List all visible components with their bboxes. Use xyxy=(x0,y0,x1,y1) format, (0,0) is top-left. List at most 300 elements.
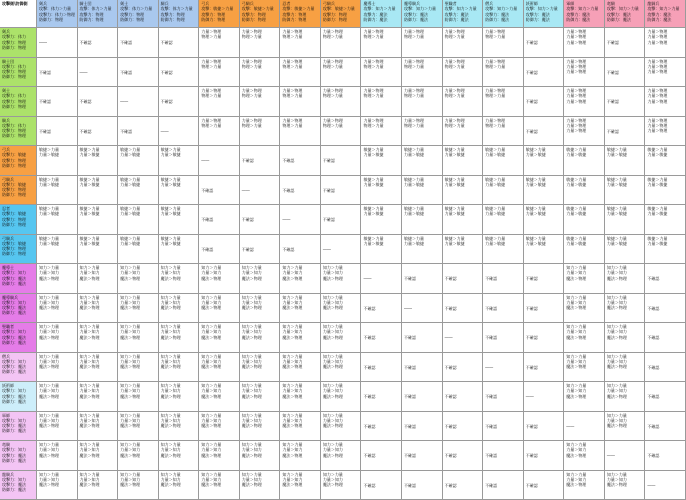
matchup-text: 力量＞知力 xyxy=(39,476,59,482)
matchup-text: 力量＞知力 xyxy=(282,270,303,276)
matchup-text: 力量＞知力 xyxy=(282,329,303,335)
matchup-cell xyxy=(564,117,605,147)
matchup-text: 知力＞力量 xyxy=(120,412,141,418)
matchup-text: 力量＞物理 xyxy=(322,117,343,123)
matchup-text: 力量＞物理 xyxy=(647,39,668,45)
matchup-cell xyxy=(78,353,119,383)
matchup-text: 力量＞敏捷 xyxy=(39,152,59,158)
matchup-text: 力量＞敏捷 xyxy=(39,240,59,246)
matchup-cell xyxy=(402,176,443,206)
matchup-text: 力量＞敏捷 xyxy=(39,181,59,187)
column-header-line: 防御力：魔法 xyxy=(606,16,631,22)
matchup-cell xyxy=(78,117,119,147)
matchup-text: 魔法＞物理 xyxy=(160,393,181,399)
matchup-cell xyxy=(280,471,321,500)
matchup-text: 力量＞知力 xyxy=(241,270,262,276)
matchup-cell xyxy=(37,412,78,442)
matchup-text: 敏捷＞力量 xyxy=(363,206,384,211)
column-header-line: 攻撃力：魔法 xyxy=(566,11,591,17)
matchup-text: 知力＞力量 xyxy=(79,324,100,329)
matchup-text: 物理＞力量 xyxy=(404,34,425,40)
matchup-cell xyxy=(159,471,200,500)
matchup-text: 力量＞敏捷 xyxy=(404,240,425,246)
matchup-cell xyxy=(645,146,686,176)
matchup-text: ―― xyxy=(322,246,331,252)
matchup-text: 力量＞知力 xyxy=(201,270,222,276)
matchup-text: 知力＞力量 xyxy=(322,353,343,359)
matchup-text: 敏捷＞力量 xyxy=(444,235,465,241)
matchup-text: 物理＞力量 xyxy=(322,34,343,40)
column-header-title: 魔導騎兵 xyxy=(404,1,421,6)
matchup-text: 不確認 xyxy=(525,40,538,46)
matchup-text: 不確認 xyxy=(79,99,92,105)
matchup-text: 力量＞物理 xyxy=(647,34,668,40)
matchup-cell xyxy=(199,323,240,353)
column-header-line: 攻撃力：魔法 xyxy=(485,11,510,17)
matchup-text: 知力＞力量 xyxy=(79,265,100,270)
matchup-text: 力量＞敏捷 xyxy=(160,211,181,217)
matchup-text: 魔法＞物理 xyxy=(566,305,587,311)
matchup-text: 力量＞敏捷 xyxy=(485,181,506,187)
matchup-cell xyxy=(524,117,565,147)
matchup-text: 力量＞知力 xyxy=(241,447,262,453)
matchup-text: 敏捷＞力量 xyxy=(120,206,141,211)
row-header-title: 騎兵 xyxy=(2,117,10,123)
matchup-cell xyxy=(483,264,524,294)
matchup-cell xyxy=(564,176,605,206)
matchup-cell xyxy=(605,471,646,500)
matchup-cell xyxy=(280,264,321,294)
matchup-text: 敏捷＞力量 xyxy=(566,147,587,152)
matchup-text: 力量＞物理 xyxy=(404,117,425,123)
column-header-title: 魔導士 xyxy=(363,1,376,6)
matchup-text: 魔法＞物理 xyxy=(39,305,59,311)
matchup-cell xyxy=(361,146,402,176)
matchup-text: 力量＞知力 xyxy=(606,388,627,394)
matchup-text: 力量＞知力 xyxy=(322,329,343,335)
matchup-text: 不確認 xyxy=(282,187,295,193)
matchup-text: 魔法＞物理 xyxy=(322,452,343,458)
column-header-line: 攻撃：知力＞力量 xyxy=(404,6,437,12)
matchup-text: 力量＞物理 xyxy=(282,29,303,34)
matchup-cell xyxy=(524,382,565,412)
matchup-text: 物理＞力量 xyxy=(322,93,343,99)
matchup-text: 知力＞力量 xyxy=(241,324,262,329)
column-header xyxy=(645,0,686,28)
matchup-text: 敏捷＞力量 xyxy=(485,235,506,241)
matchup-cell xyxy=(280,382,321,412)
matchup-cell xyxy=(37,235,78,265)
matchup-cell xyxy=(402,471,443,500)
matchup-cell xyxy=(645,176,686,206)
matchup-cell xyxy=(78,205,119,235)
matchup-text: 物理＞力量 xyxy=(201,34,222,40)
matchup-cell xyxy=(199,58,240,88)
matchup-text: 不確認 xyxy=(404,276,417,282)
matchup-text: 敏捷＞力量 xyxy=(606,206,627,211)
matchup-text: 力量＞敏捷 xyxy=(444,152,465,158)
matchup-text: 力量＞物理 xyxy=(566,122,587,128)
matchup-text: 力量＞知力 xyxy=(566,388,587,394)
matchup-text: 魔法＞物理 xyxy=(160,334,181,340)
matchup-text: 不確認 xyxy=(39,69,51,75)
matchup-text: 敏捷＞力量 xyxy=(404,176,425,182)
matchup-text: 力量＞敏捷 xyxy=(444,240,465,246)
column-header-line: 防御力：魔法 xyxy=(566,16,591,22)
matchup-text: 敏捷＞力量 xyxy=(525,235,546,241)
matchup-cell xyxy=(443,87,484,117)
matchup-text: 不確認 xyxy=(647,453,660,459)
matchup-cell xyxy=(402,58,443,88)
matchup-cell xyxy=(605,412,646,442)
row-header-line: 攻撃力：魔法 xyxy=(2,275,26,281)
matchup-text: 力量＞物理 xyxy=(241,117,262,123)
column-header-line: 防御力：物理 xyxy=(241,16,266,22)
matchup-text: 魔法＞物理 xyxy=(120,305,141,311)
matchup-text: 知力＞力量 xyxy=(160,353,181,359)
matchup-text: 知力＞力量 xyxy=(120,471,141,477)
row-header-line: 防御力：物理 xyxy=(2,74,26,80)
matchup-text: 魔法＞物理 xyxy=(241,423,262,429)
matchup-text: 知力＞力量 xyxy=(282,383,303,388)
matchup-text: 敏捷＞力量 xyxy=(39,176,59,182)
matchup-text: 力量＞敏捷 xyxy=(525,240,546,246)
matchup-text: 敏捷＞力量 xyxy=(444,176,465,182)
matchup-text: 不確認 xyxy=(647,305,660,311)
matchup-text: 不確認 xyxy=(282,158,295,164)
matchup-text: 力量＞知力 xyxy=(39,388,59,394)
matchup-text: 不確認 xyxy=(363,394,376,400)
matchup-text: 魔法＞物理 xyxy=(160,482,181,488)
matchup-cell xyxy=(524,441,565,471)
matchup-text: 不確認 xyxy=(120,69,133,75)
matchup-text: 魔法＞物理 xyxy=(241,275,262,281)
matchup-text: ―― xyxy=(606,453,615,459)
matchup-cell xyxy=(199,176,240,206)
matchup-text: 力量＞物理 xyxy=(566,69,587,75)
matchup-text: 力量＞物理 xyxy=(241,58,262,64)
matchup-cell xyxy=(645,294,686,324)
matchup-text: 不確認 xyxy=(444,305,457,311)
matchup-text: 不確認 xyxy=(404,364,417,370)
matchup-text: 力量＞知力 xyxy=(120,299,141,305)
matchup-text: 知力＞力量 xyxy=(201,265,222,270)
matchup-text: 力量＞物理 xyxy=(566,88,587,93)
matchup-cell xyxy=(361,117,402,147)
matchup-text: 知力＞力量 xyxy=(566,383,587,388)
matchup-text: 不確認 xyxy=(404,482,417,488)
column-header-line: 防御力：魔法 xyxy=(647,16,672,22)
matchup-text: 知力＞力量 xyxy=(322,265,343,270)
row-header-line: 攻撃力：魔法 xyxy=(2,452,26,458)
column-header-line: 防御力：物理 xyxy=(322,16,347,22)
matchup-cell xyxy=(605,146,646,176)
matchup-text: 知力＞力量 xyxy=(606,471,627,477)
column-header-title: 妖術師 xyxy=(525,1,538,6)
matchup-text: 力量＞敏捷 xyxy=(525,181,546,187)
matchup-text: 不確認 xyxy=(201,246,214,252)
matchup-cell xyxy=(524,28,565,58)
matchup-text: 知力＞力量 xyxy=(120,265,141,270)
matchup-text: 不確認 xyxy=(606,69,619,75)
matchup-text: 魔法＞物理 xyxy=(282,393,303,399)
matchup-text: 敏捷＞力量 xyxy=(404,206,425,211)
column-header-line: 攻撃力：魔法 xyxy=(606,11,631,17)
column-header xyxy=(564,0,605,28)
matchup-text: 力量＞物理 xyxy=(322,88,343,93)
column-header-line: 攻撃：体力＞力量 xyxy=(160,6,193,12)
column-header-line: 防御力：物理 xyxy=(160,16,185,22)
matchup-text: 魔法＞物理 xyxy=(241,305,262,311)
matchup-text: 力量＞物理 xyxy=(566,98,587,104)
matchup-text: 力量＞物理 xyxy=(282,58,303,64)
matchup-text: 魔法＞物理 xyxy=(606,393,627,399)
matchup-text: 不確認 xyxy=(525,69,538,75)
matchup-text: 魔法＞物理 xyxy=(201,452,222,458)
matchup-text: 力量＞物理 xyxy=(566,128,587,134)
matchup-cell xyxy=(443,323,484,353)
matchup-text: 魔法＞物理 xyxy=(282,482,303,488)
matchup-text: 魔法＞物理 xyxy=(160,423,181,429)
column-header-line: 防御力：魔法 xyxy=(363,16,388,22)
matchup-text: 知力＞力量 xyxy=(160,324,181,329)
matchup-cell xyxy=(645,412,686,442)
matchup-cell xyxy=(159,382,200,412)
matchup-text: 不確認 xyxy=(363,364,376,370)
matchup-text: 敏捷＞力量 xyxy=(363,147,384,152)
matchup-text: 力量＞知力 xyxy=(322,417,343,423)
column-header-line: 攻撃力：魔法 xyxy=(363,11,388,17)
row-header-line: 攻撃力：物理 xyxy=(2,128,26,134)
matchup-cell xyxy=(118,264,159,294)
matchup-text: 力量＞物理 xyxy=(647,69,668,75)
matchup-text: 知力＞力量 xyxy=(282,471,303,477)
matchup-text: 魔法＞物理 xyxy=(566,334,587,340)
matchup-text: 力量＞知力 xyxy=(322,299,343,305)
matchup-text: ―― xyxy=(363,276,372,282)
matchup-text: 魔法＞物理 xyxy=(566,393,587,399)
row-header-line: 攻撃力：知力 xyxy=(2,329,26,335)
matchup-text: 知力＞力量 xyxy=(282,353,303,359)
matchup-cell xyxy=(605,323,646,353)
matchup-text: 力量＞敏捷 xyxy=(160,152,181,158)
matchup-cell xyxy=(524,87,565,117)
column-header-line: 攻撃：体力＞力量 xyxy=(79,6,112,12)
matchup-text: 敏捷＞力量 xyxy=(120,235,141,241)
matchup-text: 魔法＞物理 xyxy=(79,393,100,399)
matchup-cell xyxy=(361,471,402,500)
matchup-text: 力量＞知力 xyxy=(201,447,222,453)
matchup-text: 力量＞敏捷 xyxy=(79,152,100,158)
matchup-text: 不確認 xyxy=(525,276,538,282)
row-header-title: 魔導騎兵 xyxy=(2,294,18,300)
matchup-cell xyxy=(37,146,78,176)
matchup-text: 力量＞知力 xyxy=(282,417,303,423)
matchup-text: 敏捷＞力量 xyxy=(566,206,587,211)
column-header-title: 弓兵 xyxy=(201,1,210,6)
row-header-line: 防御力：魔法 xyxy=(2,310,26,316)
row-header-line: 攻撃力：魔法 xyxy=(2,305,26,311)
matchup-text: 魔法＞物理 xyxy=(201,364,222,370)
matchup-cell xyxy=(78,235,119,265)
row-header-title: 龍騎兵 xyxy=(2,471,14,477)
column-header-line: 防御力：物理 xyxy=(282,16,307,22)
matchup-text: 知力＞力量 xyxy=(566,471,587,477)
matchup-text: 力量＞知力 xyxy=(120,270,141,276)
matchup-cell xyxy=(443,146,484,176)
matchup-text: 魔法＞物理 xyxy=(606,275,627,281)
matchup-text: 知力＞力量 xyxy=(566,294,587,300)
matchup-text: 知力＞力量 xyxy=(201,294,222,300)
matchup-text: 敏捷＞力量 xyxy=(485,176,506,182)
column-header xyxy=(361,0,402,28)
matchup-text: 魔法＞物理 xyxy=(282,364,303,370)
matchup-text: 力量＞知力 xyxy=(201,358,222,364)
matchup-cell xyxy=(240,146,281,176)
row-header-title: 弓騎兵 xyxy=(2,176,14,182)
matchup-cell xyxy=(483,235,524,265)
column-header-line: 攻撃：知力＞力量 xyxy=(566,6,599,12)
matchup-cell xyxy=(159,117,200,147)
matchup-text: 力量＞知力 xyxy=(160,476,181,482)
matchup-cell xyxy=(321,323,362,353)
column-header-line: 攻撃力：魔法 xyxy=(525,11,550,17)
matchup-text: 魔法＞物理 xyxy=(201,393,222,399)
matchup-text: 力量＞物理 xyxy=(241,88,262,93)
matchup-cell xyxy=(78,382,119,412)
matchup-cell xyxy=(483,412,524,442)
matchup-text: 力量＞知力 xyxy=(566,358,587,364)
column-header-title: 忍者 xyxy=(282,1,291,6)
matchup-text: 力量＞知力 xyxy=(322,358,343,364)
row-header-line: 攻撃力：物理 xyxy=(2,98,26,104)
matchup-cell xyxy=(564,264,605,294)
matchup-cell xyxy=(645,441,686,471)
matchup-text: 魔法＞物理 xyxy=(201,305,222,311)
matchup-text: 力量＞物理 xyxy=(566,117,587,123)
matchup-cell xyxy=(605,205,646,235)
matchup-text: 力量＞敏捷 xyxy=(485,152,506,158)
matchup-text: 魔法＞物理 xyxy=(566,482,587,488)
matchup-text: 力量＞物理 xyxy=(485,29,506,34)
matchup-text: 不確認 xyxy=(444,276,457,282)
matchup-text: 力量＞敏捷 xyxy=(566,240,587,246)
matchup-text: 魔法＞物理 xyxy=(606,482,627,488)
matchup-text: 魔法＞物理 xyxy=(566,364,587,370)
matchup-text: 力量＞敏捷 xyxy=(647,152,668,158)
matchup-text: 魔法＞物理 xyxy=(241,482,262,488)
matchup-cell xyxy=(199,353,240,383)
matchup-text: 知力＞力量 xyxy=(241,442,262,447)
column-header-line: 攻撃：知力＞力量 xyxy=(647,6,680,12)
row-header-line: 防御力：物理 xyxy=(2,133,26,139)
matchup-text: 力量＞敏捷 xyxy=(444,211,465,217)
column-header-line: 防御力：魔法 xyxy=(404,16,429,22)
matchup-text: 魔法＞物理 xyxy=(79,334,100,340)
matchup-text: 力量＞知力 xyxy=(39,329,59,335)
matchup-text: 不確認 xyxy=(363,423,376,429)
matchup-text: 力量＞知力 xyxy=(606,299,627,305)
row-header-line: 攻撃力：敏捷 xyxy=(2,181,26,187)
row-header xyxy=(0,264,37,294)
matchup-text: 魔法＞物理 xyxy=(322,482,343,488)
matchup-text: 魔法＞物理 xyxy=(39,452,59,458)
matchup-cell xyxy=(240,205,281,235)
matchup-text: 不確認 xyxy=(160,69,173,75)
matchup-text: 力量＞敏捷 xyxy=(160,181,181,187)
matchup-cell xyxy=(361,205,402,235)
matchup-cell xyxy=(199,87,240,117)
matchup-cell xyxy=(645,353,686,383)
column-header-title: 剣兵 xyxy=(39,1,47,6)
matchup-text: 不確認 xyxy=(39,99,51,105)
row-header-line: 防御力：物理 xyxy=(2,251,26,257)
matchup-cell xyxy=(37,87,78,117)
matchup-text: 知力＞力量 xyxy=(606,383,627,388)
matchup-text: 不確認 xyxy=(160,40,173,46)
matchup-cell xyxy=(564,205,605,235)
matchup-text: 不確認 xyxy=(647,364,660,370)
matchup-cell xyxy=(37,264,78,294)
matchup-text: 力量＞敏捷 xyxy=(79,240,100,246)
matchup-cell xyxy=(280,235,321,265)
row-header xyxy=(0,294,37,324)
matchup-text: 知力＞力量 xyxy=(160,383,181,388)
matchup-cell xyxy=(118,294,159,324)
row-header-line: 防御力：物理 xyxy=(2,221,26,227)
matchup-cell xyxy=(37,382,78,412)
matchup-cell xyxy=(443,294,484,324)
matchup-text: 敏捷＞力量 xyxy=(606,147,627,152)
matchup-text: 知力＞力量 xyxy=(241,294,262,300)
matchup-cell xyxy=(564,441,605,471)
row-header-title: 忍者 xyxy=(2,206,10,211)
matchup-text: 魔法＞物理 xyxy=(39,423,59,429)
matchup-text: 魔法＞物理 xyxy=(282,334,303,340)
matchup-text: 物理＞力量 xyxy=(363,63,384,69)
matchup-text: 知力＞力量 xyxy=(282,265,303,270)
matchup-cell xyxy=(78,323,119,353)
matchup-text: 魔法＞物理 xyxy=(322,423,343,429)
matchup-text: 魔法＞物理 xyxy=(322,305,343,311)
matchup-cell xyxy=(361,87,402,117)
matchup-text: 力量＞知力 xyxy=(120,476,141,482)
matchup-text: 知力＞力量 xyxy=(39,412,59,418)
matchup-text: 知力＞力量 xyxy=(241,412,262,418)
column-header-line: 攻撃力：体力＞物理 xyxy=(39,11,75,17)
matchup-text: 力量＞敏捷 xyxy=(606,181,627,187)
matchup-cell xyxy=(240,294,281,324)
matchup-cell xyxy=(280,412,321,442)
row-header-line: 攻撃力：知力 xyxy=(2,358,26,364)
matchup-cell xyxy=(645,58,686,88)
matchup-cell xyxy=(564,58,605,88)
matchup-text: 知力＞力量 xyxy=(160,471,181,477)
matchup-text: 力量＞物理 xyxy=(241,29,262,34)
matchup-text: 敏捷＞力量 xyxy=(79,176,100,182)
matchup-cell xyxy=(361,382,402,412)
matchup-text: 不確認 xyxy=(444,453,457,459)
matchup-cell xyxy=(605,441,646,471)
row-header-line: 攻撃力：知力 xyxy=(2,476,26,482)
matchup-text: 力量＞知力 xyxy=(160,270,181,276)
matchup-cell xyxy=(645,471,686,500)
matchup-text: 力量＞敏捷 xyxy=(606,240,627,246)
column-header-title: 騎士団 xyxy=(79,1,92,6)
matchup-text: 知力＞力量 xyxy=(282,294,303,300)
matchup-text: 敏捷＞力量 xyxy=(160,176,181,182)
row-header-line: 攻撃力：魔法 xyxy=(2,364,26,370)
